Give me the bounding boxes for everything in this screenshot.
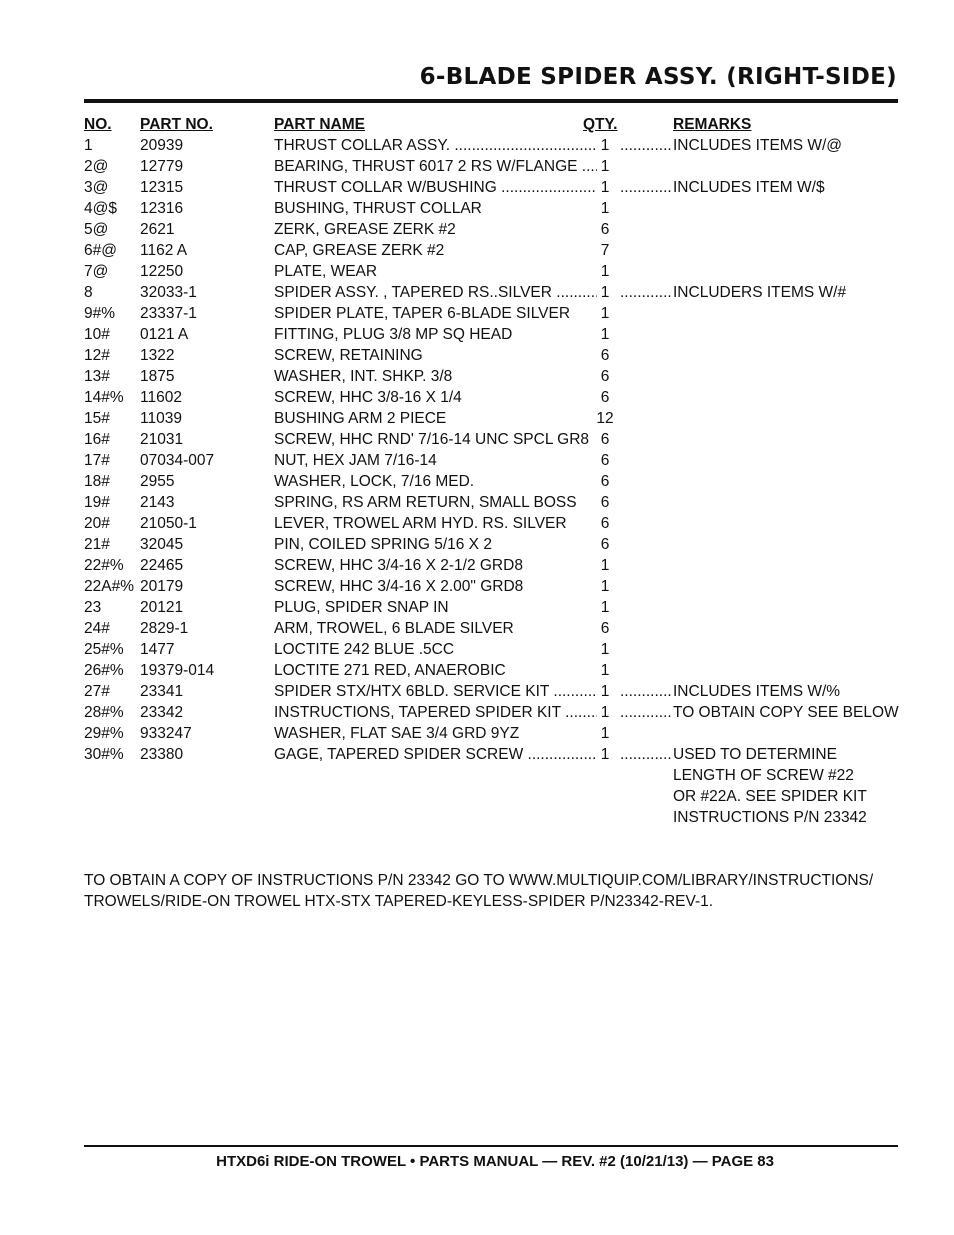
table-row — [84, 492, 904, 513]
row-part-name: SPIDER STX/HTX 6BLD. SERVICE KIT ..... — [274, 681, 597, 702]
table-row — [84, 513, 904, 534]
row-part-name: THRUST COLLAR ASSY. ..... — [274, 135, 597, 156]
table-row — [84, 786, 904, 807]
parts-table — [84, 114, 904, 828]
row-qty: 1 — [600, 746, 610, 763]
row-qty: 1 — [600, 179, 610, 196]
table-row — [84, 765, 904, 786]
row-qty: 12 — [596, 410, 614, 427]
table-row — [84, 723, 904, 744]
table-row — [84, 177, 904, 198]
row-no: 19# — [84, 494, 110, 511]
header-qty: QTY. — [583, 116, 618, 133]
row-no: 1 — [84, 137, 93, 154]
dot-leader — [620, 681, 673, 702]
row-no: 20# — [84, 515, 110, 532]
table-row — [84, 576, 904, 597]
row-part-name: ARM, TROWEL, 6 BLADE SILVER — [274, 620, 514, 637]
table-row — [84, 156, 904, 177]
row-remarks: LENGTH OF SCREW #22 — [673, 767, 854, 784]
row-no: 16# — [84, 431, 110, 448]
row-part-name: LOCTITE 242 BLUE .5CC — [274, 641, 455, 658]
row-part-name: SCREW, RETAINING — [274, 347, 423, 364]
title-divider — [84, 99, 898, 103]
row-qty: 1 — [600, 578, 610, 595]
table-row — [84, 387, 904, 408]
table-row — [84, 744, 904, 765]
note-line-1: TO OBTAIN A COPY OF INSTRUCTIONS P/N 23342 GO TO WWW.MULTIQUIP.COM/LIBRARY/INSTRUCTIONS/ — [84, 872, 874, 889]
row-part-name: SPIDER ASSY. , TAPERED RS..SILVER ..... — [274, 282, 597, 303]
row-qty: 1 — [600, 158, 610, 175]
header-no: NO. — [84, 116, 112, 133]
row-part-name: SCREW, HHC RND' 7/16-14 UNC SPCL GR8 — [274, 431, 590, 448]
row-part-no: 22465 — [140, 557, 184, 574]
row-part-name: BUSHING ARM 2 PIECE — [274, 410, 447, 427]
row-no: 6#@ — [84, 242, 117, 259]
row-part-name: INSTRUCTIONS, TAPERED SPIDER KIT ..... — [274, 702, 597, 723]
row-part-no: 2621 — [140, 221, 175, 238]
header-remarks: REMARKS — [673, 116, 752, 133]
row-part-no: 2829-1 — [140, 620, 189, 637]
row-no: 29#% — [84, 725, 124, 742]
row-no: 25#% — [84, 641, 124, 658]
table-row — [84, 135, 904, 156]
row-part-no: 12250 — [140, 263, 184, 280]
row-remarks: TO OBTAIN COPY SEE BELOW — [673, 704, 899, 721]
row-no: 23 — [84, 599, 102, 616]
row-part-name: CAP, GREASE ZERK #2 — [274, 242, 445, 259]
row-remarks: OR #22A. SEE SPIDER KIT — [673, 788, 867, 805]
row-part-no: 23341 — [140, 683, 184, 700]
row-part-no: 23337-1 — [140, 305, 197, 322]
table-row — [84, 807, 904, 828]
row-no: 28#% — [84, 704, 124, 721]
row-part-no: 11039 — [140, 410, 182, 427]
row-no: 30#% — [84, 746, 124, 763]
dot-leader — [620, 744, 673, 765]
footer-divider — [84, 1145, 898, 1147]
row-part-name: LEVER, TROWEL ARM HYD. RS. SILVER — [274, 515, 567, 532]
row-part-no: 21031 — [140, 431, 184, 448]
row-qty: 6 — [600, 389, 610, 406]
row-qty: 6 — [600, 473, 610, 490]
row-qty: 1 — [600, 641, 610, 658]
table-row — [84, 219, 904, 240]
row-part-no: 11602 — [140, 389, 182, 406]
row-qty: 1 — [600, 662, 610, 679]
row-part-no: 23380 — [140, 746, 184, 763]
table-row — [84, 555, 904, 576]
row-part-name: SPRING, RS ARM RETURN, SMALL BOSS — [274, 494, 577, 511]
row-part-name: BEARING, THRUST 6017 2 RS W/FLANGE ..... — [274, 156, 597, 177]
table-row — [84, 282, 904, 303]
row-part-no: 1322 — [140, 347, 175, 364]
row-qty: 6 — [600, 494, 610, 511]
row-no: 15# — [84, 410, 110, 427]
row-part-no: 1875 — [140, 368, 175, 385]
table-row — [84, 408, 904, 429]
row-part-no: 21050-1 — [140, 515, 197, 532]
row-qty: 7 — [600, 242, 610, 259]
dot-leader — [620, 702, 673, 723]
row-no: 9#% — [84, 305, 116, 322]
row-qty: 1 — [600, 305, 610, 322]
row-part-name: BUSHING, THRUST COLLAR — [274, 200, 482, 217]
row-remarks: INCLUDES ITEMS W/@ — [673, 137, 843, 154]
row-qty: 1 — [600, 683, 610, 700]
row-no: 21# — [84, 536, 110, 553]
table-row — [84, 618, 904, 639]
table-header — [84, 114, 904, 135]
row-no: 4@$ — [84, 200, 117, 217]
row-part-no: 07034-007 — [140, 452, 215, 469]
row-part-name: FITTING, PLUG 3/8 MP SQ HEAD — [274, 326, 513, 343]
dot-leader — [620, 135, 673, 156]
header-part-name: PART NAME — [274, 116, 365, 133]
header-part-no: PART NO. — [140, 116, 213, 133]
row-part-no: 1477 — [140, 641, 175, 658]
row-part-no: 12779 — [140, 158, 184, 175]
row-qty: 1 — [600, 137, 610, 154]
row-no: 18# — [84, 473, 110, 490]
row-qty: 6 — [600, 221, 610, 238]
row-no: 10# — [84, 326, 110, 343]
row-qty: 1 — [600, 599, 610, 616]
table-row — [84, 324, 904, 345]
page-footer: HTXD6i RIDE-ON TROWEL • PARTS MANUAL — REV. #2 (10/21/13) — PAGE 83 — [216, 1153, 774, 1170]
row-part-no: 20939 — [140, 137, 184, 154]
row-no: 26#% — [84, 662, 124, 679]
row-qty: 1 — [600, 725, 610, 742]
instructions-note — [84, 870, 904, 912]
row-no: 24# — [84, 620, 110, 637]
row-part-no: 20179 — [140, 578, 184, 595]
row-qty: 1 — [600, 557, 610, 574]
table-row — [84, 660, 904, 681]
table-row — [84, 303, 904, 324]
table-body — [84, 135, 904, 828]
row-part-name: WASHER, INT. SHKP. 3/8 — [274, 368, 453, 385]
row-part-name: PIN, COILED SPRING 5/16 X 2 — [274, 536, 492, 553]
row-part-no: 32033-1 — [140, 284, 197, 301]
row-no: 7@ — [84, 263, 109, 280]
row-part-no: 19379-014 — [140, 662, 215, 679]
table-row — [84, 534, 904, 555]
row-qty: 1 — [600, 263, 610, 280]
table-row — [84, 429, 904, 450]
row-no: 22#% — [84, 557, 124, 574]
table-row — [84, 681, 904, 702]
row-part-name: THRUST COLLAR W/BUSHING ..... — [274, 177, 597, 198]
row-part-no: 32045 — [140, 536, 184, 553]
table-row — [84, 639, 904, 660]
table-row — [84, 597, 904, 618]
note-line-2: TROWELS/RIDE-ON TROWEL HTX-STX TAPERED-KEYLESS-SPIDER P/N23342-REV-1. — [84, 893, 714, 910]
row-part-no: 933247 — [140, 725, 192, 742]
table-row — [84, 702, 904, 723]
table-row — [84, 366, 904, 387]
row-qty: 1 — [600, 326, 610, 343]
row-no: 17# — [84, 452, 110, 469]
row-no: 8 — [84, 284, 93, 301]
row-remarks: INSTRUCTIONS P/N 23342 — [673, 809, 867, 826]
row-part-name: LOCTITE 271 RED, ANAEROBIC — [274, 662, 506, 679]
row-part-no: 20121 — [140, 599, 184, 616]
row-qty: 1 — [600, 284, 610, 301]
row-qty: 6 — [600, 431, 610, 448]
row-part-name: SCREW, HHC 3/4-16 X 2.00" GRD8 — [274, 578, 524, 595]
row-part-name: NUT, HEX JAM 7/16-14 — [274, 452, 437, 469]
dot-leader — [620, 282, 673, 303]
table-row — [84, 345, 904, 366]
row-part-name: ZERK, GREASE ZERK #2 — [274, 221, 456, 238]
row-qty: 6 — [600, 536, 610, 553]
row-part-no: 2955 — [140, 473, 175, 490]
row-part-no: 2143 — [140, 494, 175, 511]
row-part-no: 12316 — [140, 200, 184, 217]
row-part-no: 12315 — [140, 179, 184, 196]
row-part-name: PLATE, WEAR — [274, 263, 378, 280]
row-remarks: USED TO DETERMINE — [673, 746, 837, 763]
table-row — [84, 261, 904, 282]
row-no: 12# — [84, 347, 110, 364]
row-qty: 6 — [600, 452, 610, 469]
row-part-no: 1162 A — [140, 242, 188, 259]
row-qty: 6 — [600, 347, 610, 364]
row-no: 13# — [84, 368, 110, 385]
table-row — [84, 240, 904, 261]
row-no: 14#% — [84, 389, 124, 406]
row-qty: 6 — [600, 515, 610, 532]
dot-leader — [620, 177, 673, 198]
row-part-no: 0121 A — [140, 326, 189, 343]
row-qty: 1 — [600, 704, 610, 721]
row-part-name: WASHER, LOCK, 7/16 MED. — [274, 473, 475, 490]
row-part-name: GAGE, TAPERED SPIDER SCREW ..... — [274, 744, 597, 765]
page-title: 6-BLADE SPIDER ASSY. (RIGHT-SIDE) — [419, 64, 897, 90]
table-row — [84, 450, 904, 471]
row-remarks: INCLUDES ITEM W/$ — [673, 179, 825, 196]
row-no: 5@ — [84, 221, 109, 238]
row-no: 3@ — [84, 179, 109, 196]
row-part-name: SCREW, HHC 3/4-16 X 2-1/2 GRD8 — [274, 557, 523, 574]
row-qty: 6 — [600, 620, 610, 637]
table-row — [84, 198, 904, 219]
row-part-no: 23342 — [140, 704, 184, 721]
row-qty: 1 — [600, 200, 610, 217]
row-part-name: PLUG, SPIDER SNAP IN — [274, 599, 449, 616]
row-remarks: INCLUDERS ITEMS W/# — [673, 284, 847, 301]
row-qty: 6 — [600, 368, 610, 385]
row-no: 2@ — [84, 158, 109, 175]
table-row — [84, 471, 904, 492]
row-no: 22A#% — [84, 578, 134, 595]
row-part-name: SCREW, HHC 3/8-16 X 1/4 — [274, 389, 462, 406]
row-part-name: SPIDER PLATE, TAPER 6-BLADE SILVER — [274, 305, 571, 322]
row-no: 27# — [84, 683, 110, 700]
row-remarks: INCLUDES ITEMS W/% — [673, 683, 841, 700]
row-part-name: WASHER, FLAT SAE 3/4 GRD 9YZ — [274, 725, 520, 742]
